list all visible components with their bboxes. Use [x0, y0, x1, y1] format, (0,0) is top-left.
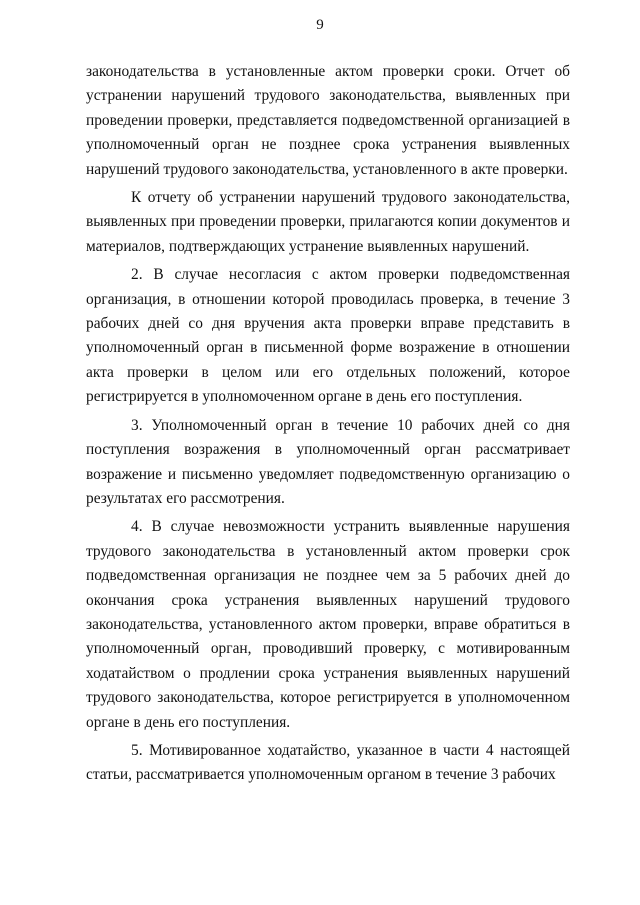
- paragraph-item-2: 2. В случае несогласия с актом проверки подведомственная организация, в отношении которой проводилась проверка, в течение 3 рабочих дней со дня вручения акта проверки вправе представить в уполномоченный орган в письменной форме возражение в отношении акта проверки в целом или его отдельных положений, которое регистрируется в уполномоченном органе в день его поступления.: [86, 266, 570, 406]
- paragraph-item-4: 4. В случае невозможности устранить выявленные нарушения трудового законодательства в установленный актом проверки срок подведомственная организация не позднее чем за 5 рабочих дней до окончания срока устранения выявленных нарушений трудового законодательства, установленного актом проверки, вправе обратиться в уполномоченный орган, проводивший проверку, с мотивированным ходатайством о продлении срока устранения выявленных нарушений трудового законодательства, которое регистрируется в уполномоченном органе в день его поступления.: [86, 518, 570, 731]
- paragraph-report-attachments: К отчету об устранении нарушений трудового законодательства, выявленных при проведении проверки, прилагаются копии документов и материалов, подтверждающих устранение выявленных нарушений.: [86, 189, 570, 255]
- paragraph-continuation: законодательства в установленные актом проверки сроки. Отчет об устранении нарушений трудового законодательства, выявленных при проведении проверки, представляется подведомственной организацией в уполномоченный орган не позднее срока устранения выявленных нарушений трудового законодательства, установленного в акте проверки.: [86, 63, 570, 178]
- document-body: [86, 60, 570, 792]
- paragraph-item-5: 5. Мотивированное ходатайство, указанное в части 4 настоящей статьи, рассматривается уполномоченным органом в течение 3 рабочих: [86, 741, 570, 784]
- paragraph-item-3: 3. Уполномоченный орган в течение 10 рабочих дней со дня поступления возражения в уполномоченный орган рассматривает возражение и письменно уведомляет подведомственную организацию о результатах его рассмотрения.: [86, 416, 570, 507]
- page-number: 9: [316, 17, 324, 33]
